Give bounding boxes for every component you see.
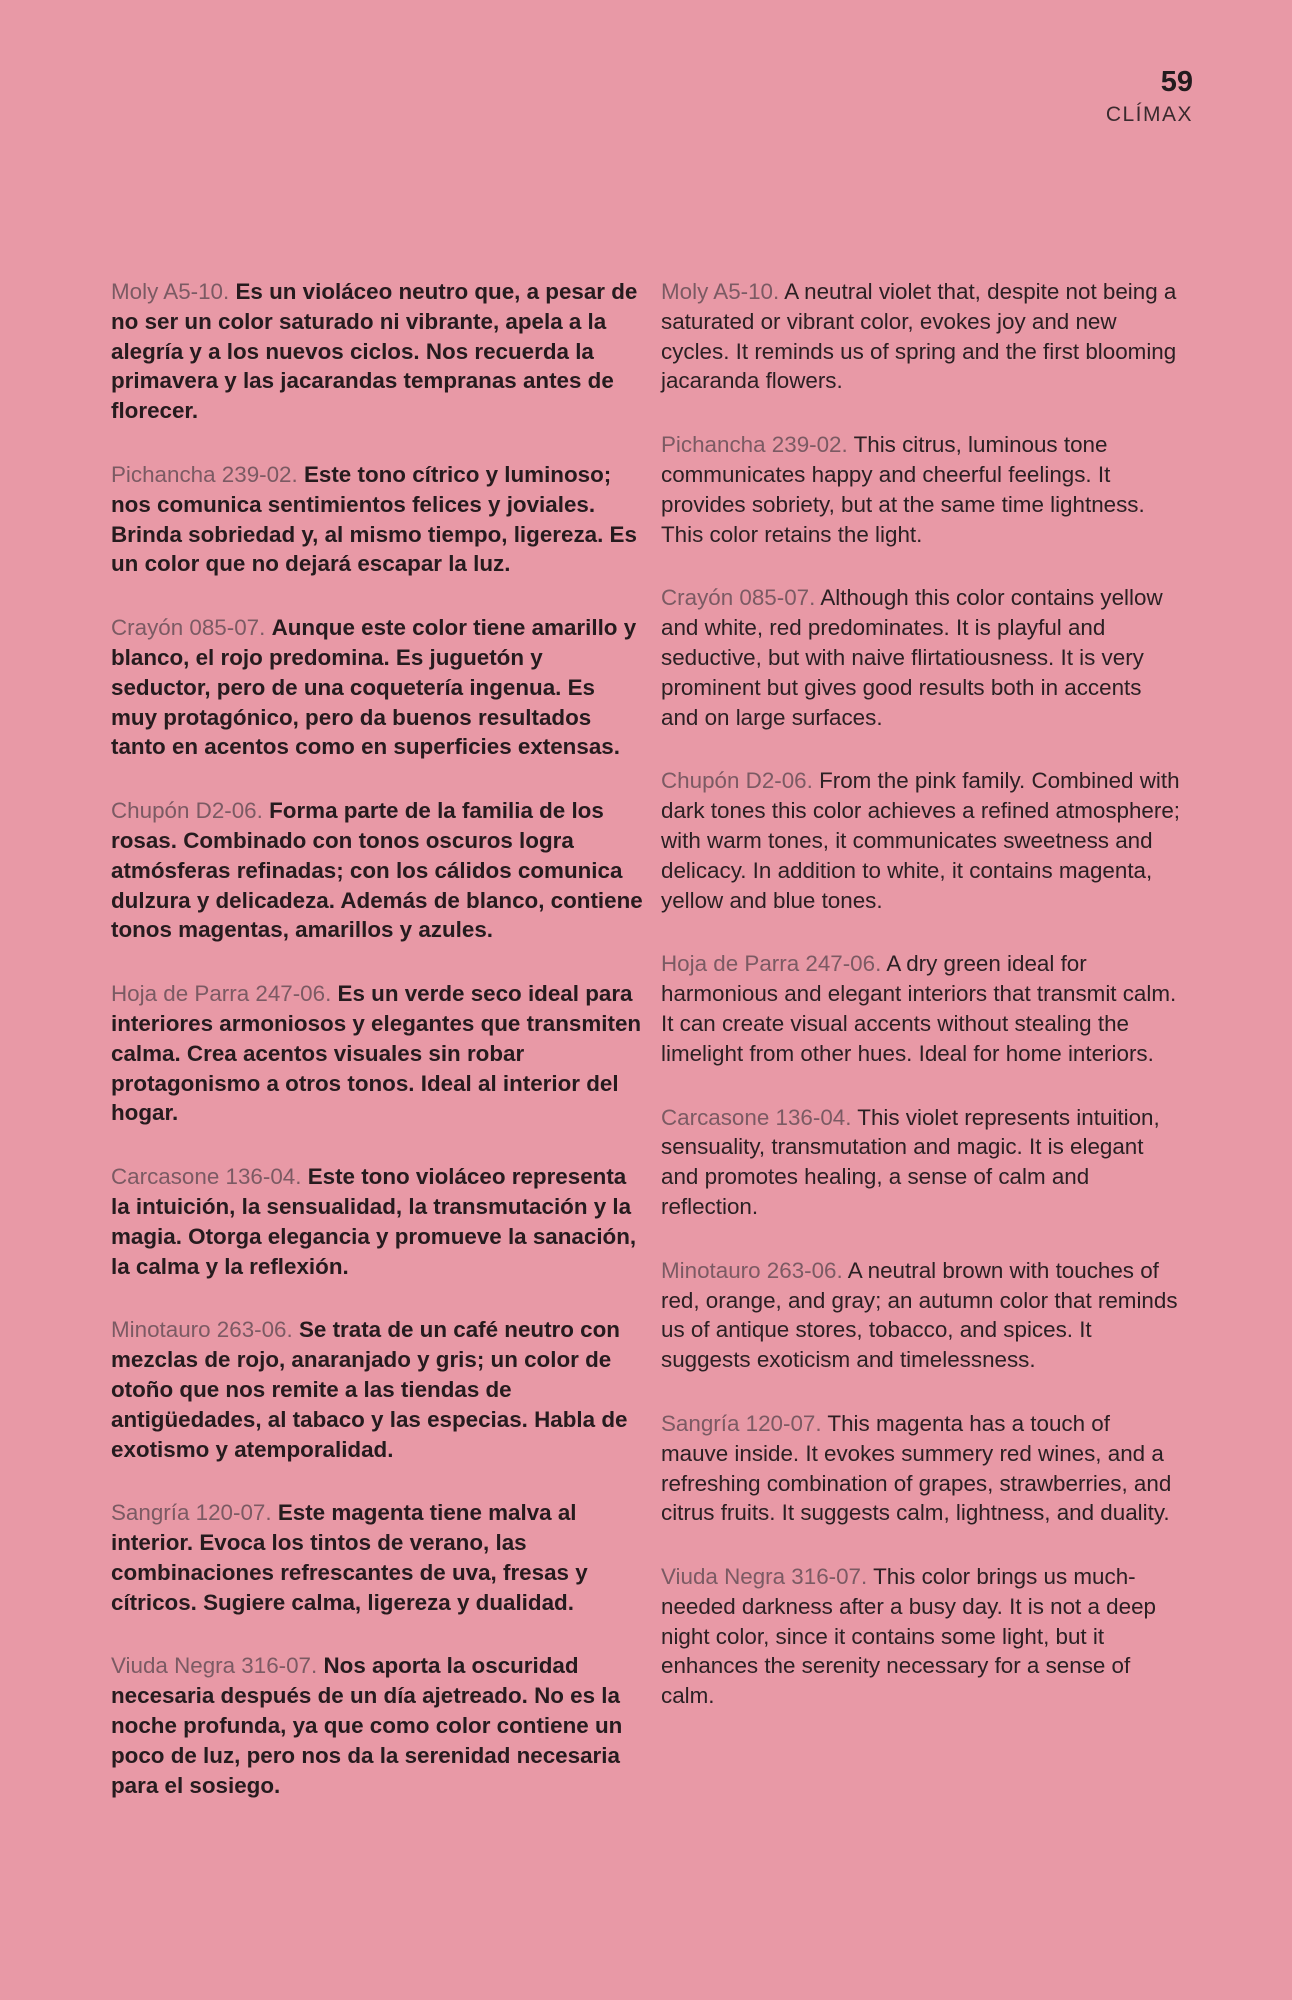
color-description: Este tono violáceo representa la intuición, la sensualidad, la transmutación y la magia. Otorga elegancia y promueve la sanación, la calma y la reflexión. <box>111 1164 637 1279</box>
color-entry-en <box>661 1103 1181 1222</box>
color-description: This citrus, luminous tone communicates happy and cheerful feelings. It provides sobriety, but at the same time lightness. This color retains the light. <box>661 432 1145 547</box>
color-entry-en <box>661 430 1181 549</box>
color-name: Viuda Negra 316-07. <box>111 1653 318 1679</box>
color-name: Pichancha 239-02. <box>661 432 848 458</box>
color-entry-es <box>111 979 647 1128</box>
color-entry-en <box>661 277 1181 396</box>
color-name: Pichancha 239-02. <box>111 461 298 487</box>
color-entry-es <box>111 1315 647 1464</box>
color-description: Aunque este color tiene amarillo y blanco, el rojo predomina. Es juguetón y seductor, pero de una coquetería ingenua. Es muy protagónico, pero da buenos resultados tanto en acentos como en superficies extensas. <box>111 615 637 760</box>
color-description: Este magenta tiene malva al interior. Evoca los tintos de verano, las combinaciones refrescantes de uva, fresas y cítricos. Sugiere calma, ligereza y dualidad. <box>111 1500 588 1615</box>
color-name: Crayón 085-07. <box>111 615 266 641</box>
page-number: 59 <box>1160 66 1193 98</box>
color-name: Sangría 120-07. <box>111 1500 272 1526</box>
color-name: Carcasone 136-04. <box>661 1104 852 1130</box>
color-description: Es un violáceo neutro que, a pesar de no ser un color saturado ni vibrante, apela a la alegría y a los nuevos ciclos. Nos recuerda la primavera y las jacarandas tempranas antes de florecer. <box>111 279 638 424</box>
color-entry-en <box>661 1256 1181 1375</box>
color-name: Chupón D2-06. <box>111 798 263 824</box>
color-description: Forma parte de la familia de los rosas. Combinado con tonos oscuros logra atmósferas refinadas; con los cálidos comunica dulzura y delicadeza. Además de blanco, contiene tonos magentas, amarillos y azules. <box>111 798 643 943</box>
color-entry-es <box>111 613 647 762</box>
color-name: Minotauro 263-06. <box>111 1317 293 1343</box>
color-name: Viuda Negra 316-07. <box>661 1564 868 1590</box>
color-description: This magenta has a touch of mauve inside. It evokes summery red wines, and a refreshing combination of grapes, strawberries, and citrus fruits. It suggests calm, lightness, and duality. <box>661 1410 1172 1526</box>
color-description: This violet represents intuition, sensuality, transmutation and magic. It is elegant and promotes healing, a sense of calm and reflection. <box>661 1104 1160 1219</box>
color-description: From the pink family. Combined with dark tones this color achieves a refined atmosphere; with warm tones, it communicates sweetness and delicacy. In addition to white, it contains magenta, yellow and blue tones. <box>661 768 1180 913</box>
color-name: Minotauro 263-06. <box>661 1257 843 1283</box>
color-description: A dry green ideal for harmonious and elegant interiors that transmit calm. It can create visual accents without stealing the limelight from other hues. Ideal for home interiors. <box>661 951 1177 1066</box>
color-entry-es <box>111 1162 647 1281</box>
color-entry-en <box>661 766 1181 915</box>
color-entry-en <box>661 1562 1181 1711</box>
color-entry-en <box>661 1409 1181 1528</box>
color-entry-en <box>661 949 1181 1068</box>
color-name: Hoja de Parra 247-06. <box>111 981 332 1007</box>
color-name: Hoja de Parra 247-06. <box>661 951 882 977</box>
color-entry-es <box>111 796 647 945</box>
color-entry-es <box>111 1651 647 1800</box>
color-entry-es <box>111 460 647 579</box>
color-name: Carcasone 136-04. <box>111 1164 302 1190</box>
color-description: Es un verde seco ideal para interiores armoniosos y elegantes que transmiten calma. Crea acentos visuales sin robar protagonismo a otros tonos. Ideal al interior del hogar. <box>111 981 642 1126</box>
color-name: Crayón 085-07. <box>661 585 816 611</box>
color-entry-es <box>111 1498 647 1617</box>
color-description: Se trata de un café neutro con mezclas de rojo, anaranjado y gris; un color de otoño que nos remite a las tiendas de antigüedades, al tabaco y las especias. Habla de exotismo y atemporalidad. <box>111 1317 628 1462</box>
color-description: Nos aporta la oscuridad necesaria después de un día ajetreado. No es la noche profunda, ya que como color contiene un poco de luz, pero nos da la serenidad necesaria para el sosiego. <box>111 1653 623 1798</box>
page-header <box>1106 68 1193 127</box>
color-name: Moly A5-10. <box>111 279 230 304</box>
color-description: A neutral violet that, despite not being a saturated or vibrant color, evokes joy and new cycles. It reminds us of spring and the first blooming jacaranda flowers. <box>661 279 1177 394</box>
color-description: Este tono cítrico y luminoso; nos comunica sentimientos felices y joviales. Brinda sobriedad y, al mismo tiempo, ligereza. Es un color que no dejará escapar la luz. <box>111 461 637 577</box>
spanish-column <box>111 277 647 1834</box>
color-name: Moly A5-10. <box>661 279 780 304</box>
english-column <box>661 277 1181 1834</box>
color-entry-en <box>661 583 1181 732</box>
color-description: A neutral brown with touches of red, orange, and gray; an autumn color that reminds us of antique stores, tobacco, and spices. It suggests exoticism and timelessness. <box>661 1257 1178 1373</box>
color-description: This color brings us much-needed darkness after a busy day. It is not a deep night color, since it contains some light, but it enhances the serenity necessary for a sense of calm. <box>661 1564 1156 1709</box>
bilingual-columns <box>111 277 1181 1834</box>
section-title: CLÍMAX <box>1105 103 1193 126</box>
color-description: Although this color contains yellow and white, red predominates. It is playful and seductive, but with naive flirtatiousness. It is very prominent but gives good results both in accents and on large surfaces. <box>661 585 1163 730</box>
color-name: Sangría 120-07. <box>661 1410 822 1436</box>
color-entry-es <box>111 277 647 426</box>
color-name: Chupón D2-06. <box>661 768 813 794</box>
